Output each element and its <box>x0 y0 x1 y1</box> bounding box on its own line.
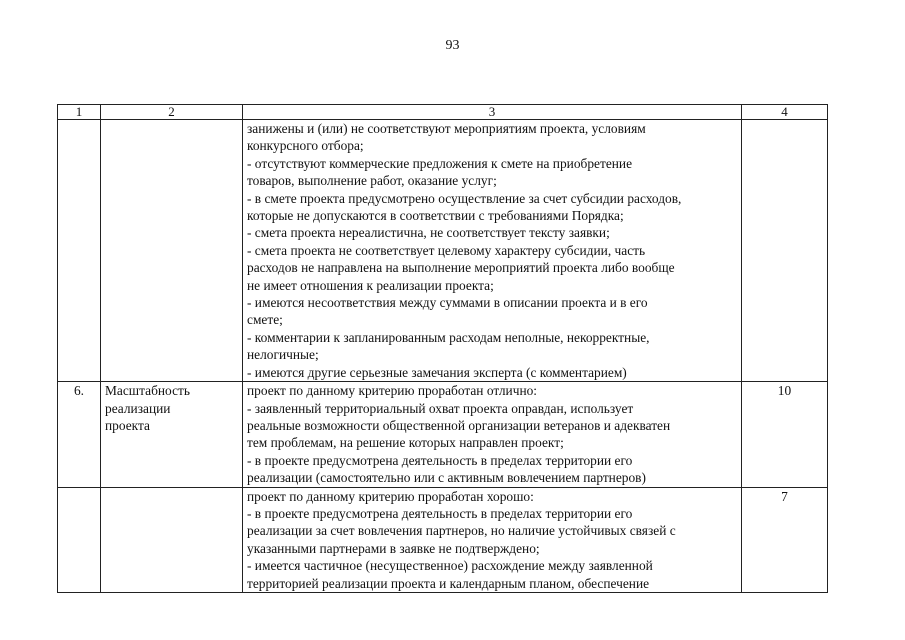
description-line: конкурсного отбора; <box>247 138 364 154</box>
table-header-row <box>58 105 828 120</box>
description-line: - имеется частичное (несущественное) расхождение между заявленной <box>247 558 653 574</box>
description-line: проект по данному критерию проработан отлично: <box>247 383 538 399</box>
page-number: 93 <box>445 38 460 53</box>
description-line: - имеются несоответствия между суммами в описании проекта и в его <box>247 295 648 311</box>
header-cell-2: 2 <box>101 105 243 120</box>
criterion-line: реализации <box>105 400 171 416</box>
description-line: - в проекте предусмотрена деятельность в пределах территории его <box>247 452 633 468</box>
criteria-table <box>57 104 828 593</box>
header-cell-4: 4 <box>742 105 828 120</box>
criterion-line: проекта <box>105 417 150 433</box>
description-line: - комментарии к запланированным расходам неполные, некорректные, <box>247 329 650 345</box>
description-line: расходов не направлена на выполнение мероприятий проекта либо вообще <box>247 260 675 276</box>
description-line: - в смете проекта предусмотрено осуществление за счет субсидии расходов, <box>247 190 682 206</box>
description-line: проект по данному критерию проработан хорошо: <box>247 488 534 504</box>
description-cell <box>243 382 742 487</box>
description-line: занижены и (или) не соответствуют мероприятиям проекта, условиям <box>247 121 646 136</box>
description-line: - смета проекта нереалистична, не соответствует тексту заявки; <box>247 225 610 241</box>
description-line: которые не допускаются в соответствии с требованиями Порядка; <box>247 208 624 224</box>
description-line: тем проблемам, на решение которых направлен проект; <box>247 435 564 451</box>
table-row <box>58 120 828 382</box>
description-line: реальные возможности общественной организации ветеранов и адекватен <box>247 417 671 433</box>
description-cell <box>243 120 742 382</box>
description-line: - имеются другие серьезные замечания эксперта (с комментарием) <box>247 364 627 380</box>
description-line: - заявленный территориальный охват проекта оправдан, использует <box>247 400 634 416</box>
description-line: смете; <box>247 312 283 328</box>
description-line: - в проекте предусмотрена деятельность в пределах территории его <box>247 505 633 521</box>
description-line: указанными партнерами в заявке не подтверждено; <box>247 540 540 556</box>
description-line: товаров, выполнение работ, оказание услуг; <box>247 173 497 189</box>
description-line: не имеет отношения к реализации проекта; <box>247 277 494 293</box>
description-line: - отсутствуют коммерческие предложения к смете на приобретение <box>247 155 633 171</box>
description-line: территорией реализации проекта и календарным планом, обеспечение <box>247 575 650 591</box>
criterion-cell <box>101 382 243 487</box>
row-number: 6. <box>58 382 101 487</box>
criterion-cell <box>101 487 243 592</box>
description-cell <box>243 487 742 592</box>
criterion-line: Масштабность <box>105 383 190 399</box>
description-line: нелогичные; <box>247 347 319 363</box>
header-cell-1: 1 <box>58 105 101 120</box>
description-line: - смета проекта не соответствует целевому характеру субсидии, часть <box>247 242 646 258</box>
table-row <box>58 382 828 487</box>
row-number <box>58 120 101 382</box>
score-cell: 10 <box>742 382 828 487</box>
table-row <box>58 487 828 592</box>
score-cell <box>742 120 828 382</box>
header-cell-3: 3 <box>243 105 742 120</box>
description-line: реализации за счет вовлечения партнеров, но наличие устойчивых связей с <box>247 523 676 539</box>
score-cell: 7 <box>742 487 828 592</box>
row-number <box>58 487 101 592</box>
criterion-cell <box>101 120 243 382</box>
description-line: реализации (самостоятельно или с активным вовлечением партнеров) <box>247 470 646 486</box>
